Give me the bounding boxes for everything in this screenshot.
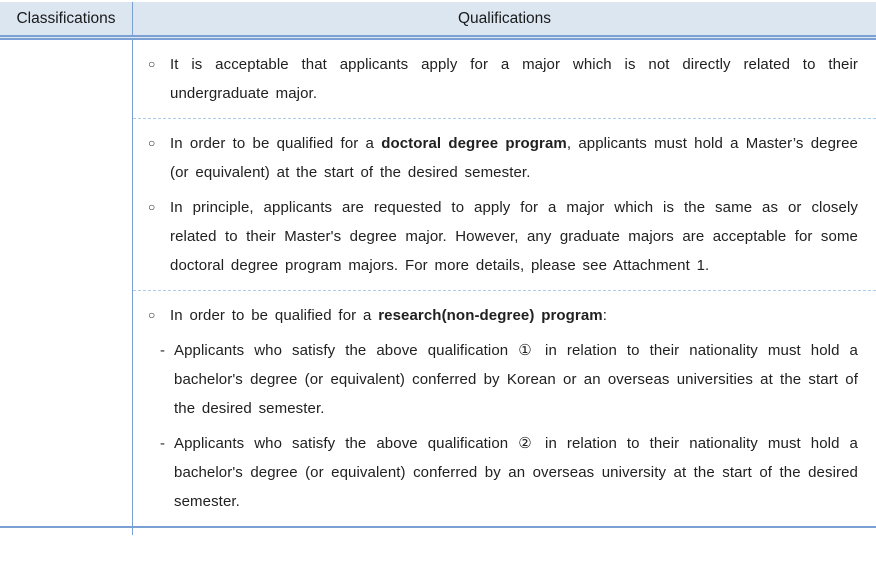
item-text: In order to be qualified for a doctoral degree program, applicants must hold a Master’s degree (or equivalent) at the start of the desired semester.: [170, 135, 859, 181]
item-text: In principle, applicants are requested to apply for a major which is the same as or closely related to their Master's degree major. However, any graduate majors are acceptable for some doctoral degree program majors. For more details, please see Attachment 1.: [170, 199, 858, 274]
dash-marker: -: [160, 342, 165, 359]
sub-item: [160, 429, 858, 516]
next-row-strip: [0, 528, 876, 535]
circle-bullet-icon: ○: [148, 136, 156, 150]
classifications-cell: [0, 40, 133, 526]
qualifications-header: Qualifications: [457, 9, 552, 27]
sub-item: [160, 336, 858, 423]
bullet-item: [143, 193, 858, 280]
bullet-item: [143, 301, 858, 330]
next-row-right-cell: [133, 528, 876, 535]
qualifications-table: [0, 2, 876, 535]
item-text: It is acceptable that applicants apply for a major which is not directly related to their undergraduate major.: [170, 56, 858, 102]
dash-marker: -: [160, 435, 165, 452]
bullet-item: [143, 50, 858, 108]
circle-bullet-icon: ○: [148, 57, 156, 71]
item-text: Applicants who satisfy the above qualification ② in relation to their nationality must hold a bachelor's degree (or equivalent) conferred by an overseas university at the start of the desired semester.: [174, 435, 858, 510]
next-row-left-cell: [0, 528, 133, 535]
bullet-item: [143, 129, 858, 187]
qualifications-cell: [133, 40, 876, 526]
item-text: Applicants who satisfy the above qualification ① in relation to their nationality must hold a bachelor's degree (or equivalent) conferred by Korean or an overseas universities at the start of the desired semester.: [174, 342, 858, 417]
table-header-row: [0, 2, 876, 40]
item-text: In order to be qualified for a research(non-degree) program:: [170, 307, 608, 324]
classifications-header: Classifications: [0, 2, 133, 35]
qualification-section-1: [133, 40, 876, 118]
circle-bullet-icon: ○: [148, 308, 156, 322]
table-body-row: [0, 40, 876, 528]
qualification-section-2: [133, 118, 876, 290]
qualification-section-3: [133, 290, 876, 526]
circle-bullet-icon: ○: [148, 200, 156, 214]
